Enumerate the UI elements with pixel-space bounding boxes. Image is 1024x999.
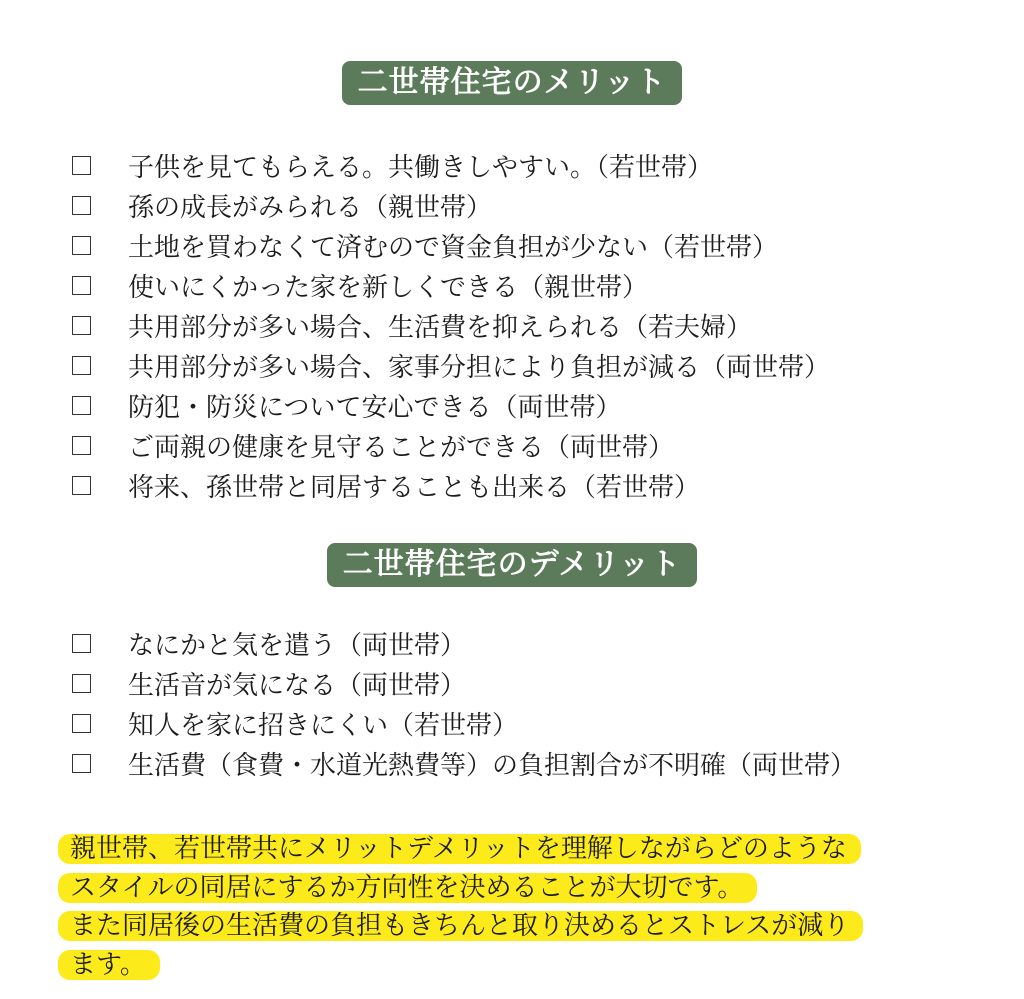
checkbox[interactable] <box>72 356 91 375</box>
merit-item <box>72 145 830 185</box>
note-line <box>58 869 968 908</box>
demerit-item-text: なにかと気を遣う（両世帯） <box>128 630 467 661</box>
demerit-section-header <box>0 543 1024 587</box>
merit-item-text: ご両親の健康を見守ることができる（両世帯） <box>128 432 675 463</box>
merit-item <box>72 465 830 505</box>
demerit-item <box>72 663 856 703</box>
merit-item-text: 共用部分が多い場合、家事分担により負担が減る（両世帯） <box>128 352 831 383</box>
demerit-item-text: 生活音が気になる（両世帯） <box>128 670 467 701</box>
merit-item <box>72 185 830 225</box>
checkbox[interactable] <box>72 156 91 175</box>
note-line <box>58 946 968 985</box>
checkbox[interactable] <box>72 316 91 335</box>
merit-item <box>72 425 830 465</box>
merit-item-text: 共用部分が多い場合、生活費を抑えられる（若夫婦） <box>128 312 753 343</box>
note-line <box>58 907 968 946</box>
checkbox[interactable] <box>72 634 91 653</box>
merit-item-text: 孫の成長がみられる（親世帯） <box>128 192 493 223</box>
note-line-text: スタイルの同居にするか方向性を決めることが大切です。 <box>58 873 757 903</box>
merit-item-text: 将来、孫世帯と同居することも出来る（若世帯） <box>128 472 701 503</box>
checkbox[interactable] <box>72 476 91 495</box>
demerit-item-text: 知人を家に招きにくい（若世帯） <box>128 710 519 741</box>
checkbox[interactable] <box>72 436 91 455</box>
checkbox[interactable] <box>72 236 91 255</box>
merit-item-text: 防犯・防災について安心できる（両世帯） <box>128 392 622 423</box>
checkbox[interactable] <box>72 196 91 215</box>
merit-section-header <box>0 61 1024 105</box>
merit-item <box>72 385 830 425</box>
demerit-item <box>72 743 856 783</box>
checkbox[interactable] <box>72 714 91 733</box>
checkbox[interactable] <box>72 754 91 773</box>
merit-checklist <box>72 145 830 505</box>
note-line <box>58 830 968 869</box>
checkbox[interactable] <box>72 276 91 295</box>
highlighted-note <box>58 830 968 984</box>
merit-item <box>72 265 830 305</box>
note-line-text: また同居後の生活費の負担もきちんと取り決めるとストレスが減り <box>58 911 863 941</box>
merit-item <box>72 345 830 385</box>
demerit-checklist <box>72 623 856 783</box>
merit-section-title: 二世帯住宅のメリット <box>342 61 683 105</box>
demerit-item-text: 生活費（食費・水道光熱費等）の負担割合が不明確（両世帯） <box>128 750 857 781</box>
merit-item-text: 土地を買わなくて済むので資金負担が少ない（若世帯） <box>128 232 779 263</box>
note-line-text: ます。 <box>58 950 160 980</box>
merit-item-text: 使いにくかった家を新しくできる（親世帯） <box>128 272 649 303</box>
merit-item <box>72 225 830 265</box>
checkbox[interactable] <box>72 674 91 693</box>
demerit-section-title: 二世帯住宅のデメリット <box>327 543 698 587</box>
demerit-item <box>72 623 856 663</box>
checkbox[interactable] <box>72 396 91 415</box>
merit-item-text: 子供を見てもらえる。共働きしやすい。（若世帯） <box>128 152 714 183</box>
demerit-item <box>72 703 856 743</box>
merit-item <box>72 305 830 345</box>
note-line-text: 親世帯、若世帯共にメリットデメリットを理解しながらどのような <box>58 834 861 864</box>
